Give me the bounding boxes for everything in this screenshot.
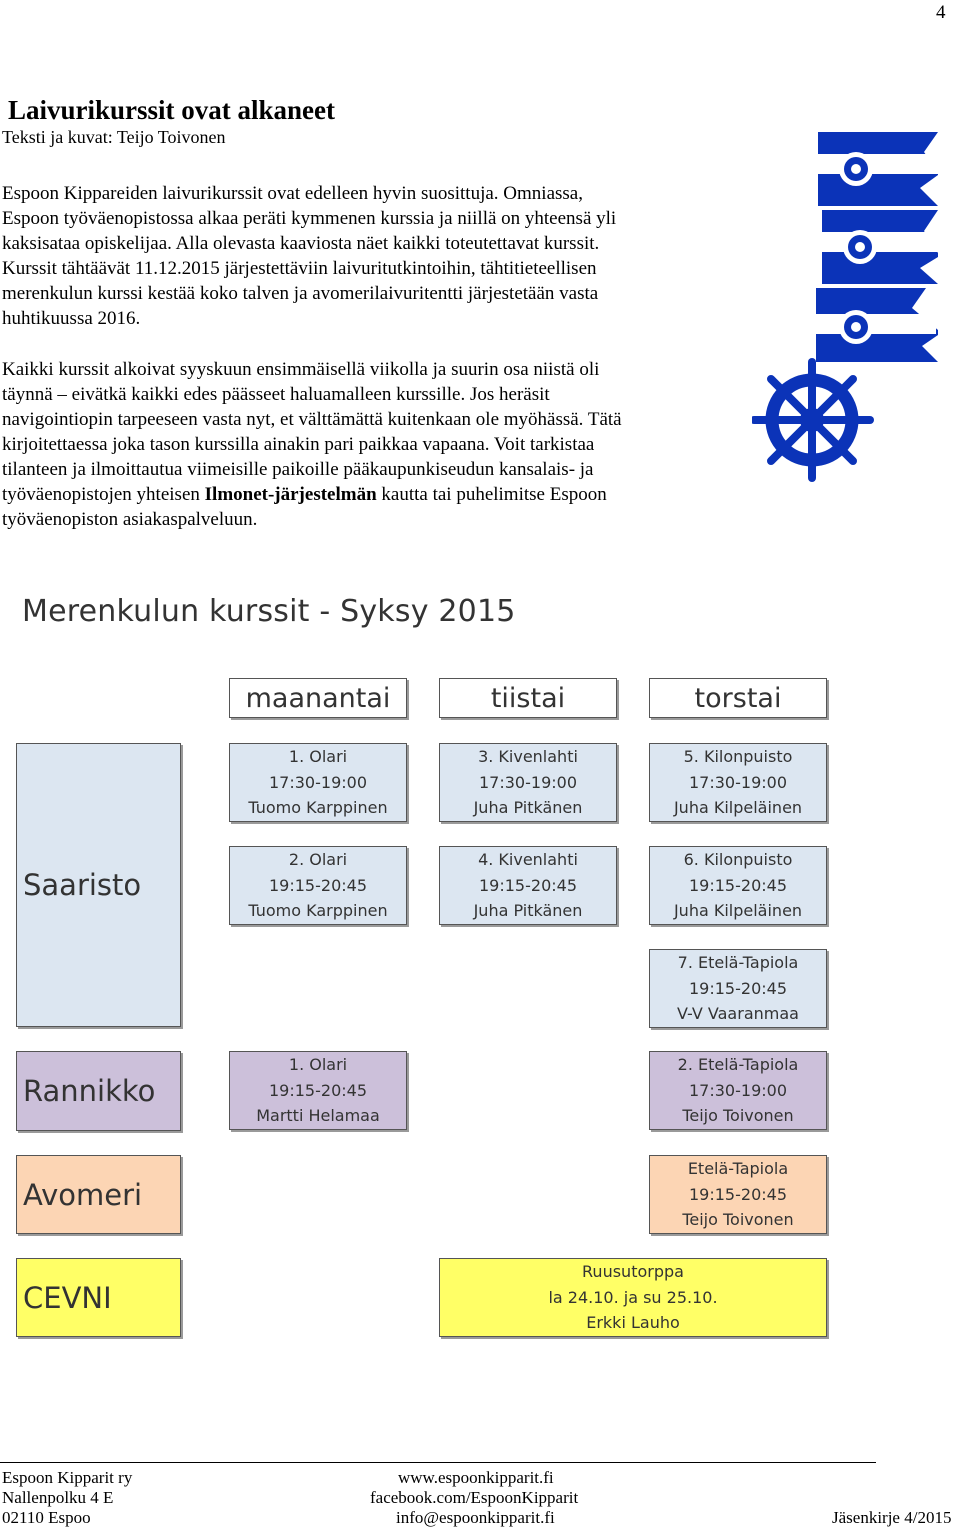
course-box [649,743,827,822]
course-place: Etelä-Tapiola [687,1159,789,1179]
category-rannikko: Rannikko [16,1051,181,1131]
day-header-thursday: torstai [649,678,827,718]
paragraph-line: täynnä – eivätkä kaikki edes päässeet haluamalleen kurssille. Jos heräsit [2,384,550,405]
course-time: 19:15-20:45 [269,875,367,895]
paragraph-line: Kurssit tähtäävät 11.12.2015 järjestettäviin laivuritutkintoihin, tähtitieteellisen [2,258,597,279]
course-teacher: Teijo Toivonen [682,1210,794,1230]
category-avomeri: Avomeri [16,1155,181,1234]
course-box [229,846,407,925]
course-box [439,1258,827,1337]
course-time: 17:30-19:00 [689,1080,787,1100]
course-box [649,949,827,1028]
course-time: 19:15-20:45 [689,1184,787,1204]
footer-street: Nallenpolku 4 E [2,1488,114,1507]
course-box [439,846,617,925]
paragraph-line: Espoon työväenopistossa alkaa peräti kymmenen kurssia ja niillä on yhteensä yli [2,208,617,229]
course-teacher: Juha Pitkänen [473,798,583,818]
paragraph-line: työväenopiston asiakaspalveluun. [2,509,258,530]
course-place: 5. Kilonpuisto [683,747,793,767]
course-box [649,1051,827,1130]
course-place: 4. Kivenlahti [478,850,578,870]
course-time: 19:15-20:45 [689,875,787,895]
paragraph-line: Espoon Kippareiden laivurikurssit ovat edelleen hyvin suosittuja. Omniassa, [2,183,583,204]
course-teacher: Erkki Lauho [586,1313,680,1333]
course-box [649,846,827,925]
course-teacher: V-V Vaaranmaa [677,1004,799,1024]
paragraph-1 [2,181,742,331]
category-cevni: CEVNI [16,1258,181,1337]
course-place: 2. Etelä-Tapiola [677,1055,799,1075]
course-place: 1. Olari [288,747,348,767]
footer-web-link[interactable]: www.espoonkipparit.fi [398,1468,554,1487]
day-header-monday: maanantai [229,678,407,718]
course-place: 7. Etelä-Tapiola [677,953,799,973]
pennant-flags-icon [752,130,952,485]
schedule-title: Merenkulun kurssit - Syksy 2015 [22,594,516,629]
course-time: 19:15-20:45 [269,1080,367,1100]
course-teacher: Teijo Toivonen [682,1106,794,1126]
course-time: la 24.10. ja su 25.10. [548,1287,718,1307]
paragraph-line: huhtikuussa 2016. [2,308,141,329]
course-time: 19:15-20:45 [479,875,577,895]
flag-stripe [822,232,938,252]
byline: Teksti ja kuvat: Teijo Toivonen [2,127,226,147]
course-box [649,1155,827,1234]
course-time: 17:30-19:00 [689,772,787,792]
flag-stripe [816,314,936,334]
text-run: työväenopistojen yhteisen [2,484,205,505]
course-box [439,743,617,822]
course-time: 19:15-20:45 [689,978,787,998]
footer-issue: Jäsenkirje 4/2015 [832,1508,952,1527]
paragraph-line: kirjoitettaessa joka tason kurssilla ainakin pari paikkaa vapaana. Voit tarkistaa [2,434,595,455]
day-header-tuesday: tiistai [439,678,617,718]
course-teacher: Juha Kilpeläinen [673,798,803,818]
paragraph-2 [2,357,742,532]
page-number: 4 [936,2,946,23]
category-saaristo: Saaristo [16,743,181,1027]
footer-facebook-link[interactable]: facebook.com/EspoonKipparit [370,1488,579,1507]
paragraph-line: merenkulun kurssi kestää koko talven ja avomerilaivuritentti järjestetään vasta [2,283,599,304]
paragraph-line: Kaikki kurssit alkoivat syyskuun ensimmäisellä viikolla ja suurin osa niistä oli [2,359,600,380]
text-run: kautta tai puhelimitse Espoon [376,484,607,505]
course-teacher: Tuomo Karppinen [248,798,388,818]
course-teacher: Juha Pitkänen [473,901,583,921]
ship-wheel-icon [754,362,870,478]
paragraph-line: kaksisataa opiskelijaa. Alla olevasta kaaviosta näet kaikki toteutettavat kurssit. [2,233,600,254]
footer-org: Espoon Kipparit ry [2,1468,133,1487]
course-box [229,743,407,822]
course-time: 17:30-19:00 [269,772,367,792]
course-time: 17:30-19:00 [479,772,577,792]
course-box [229,1051,407,1130]
course-teacher: Tuomo Karppinen [248,901,388,921]
footer-email-link[interactable]: info@espoonkipparit.fi [396,1508,555,1527]
footer-city: 02110 Espoo [2,1508,91,1527]
course-place: Ruusutorppa [582,1262,684,1282]
article-title: Laivurikurssit ovat alkaneet [8,95,336,125]
course-place: 1. Olari [288,1055,348,1075]
course-teacher: Juha Kilpeläinen [673,901,803,921]
flag-stripe [818,154,938,174]
paragraph-line [2,482,742,507]
course-place: 3. Kivenlahti [478,747,578,767]
paragraph-line: tilanteen ja ilmoittautua viimeisille paikoille pääkaupunkiseudun kansalais- ja [2,459,594,480]
ilmonet-bold-text: Ilmonet-järjestelmän [204,484,377,505]
course-place: 6. Kilonpuisto [683,850,793,870]
paragraph-line: navigointiopin tarpeeseen vasta nyt, et välttämättä kuitenkaan ole myöhässä. Tätä [2,409,622,430]
footer-divider [0,1462,876,1463]
course-place: 2. Olari [288,850,348,870]
course-teacher: Martti Helamaa [256,1106,380,1126]
